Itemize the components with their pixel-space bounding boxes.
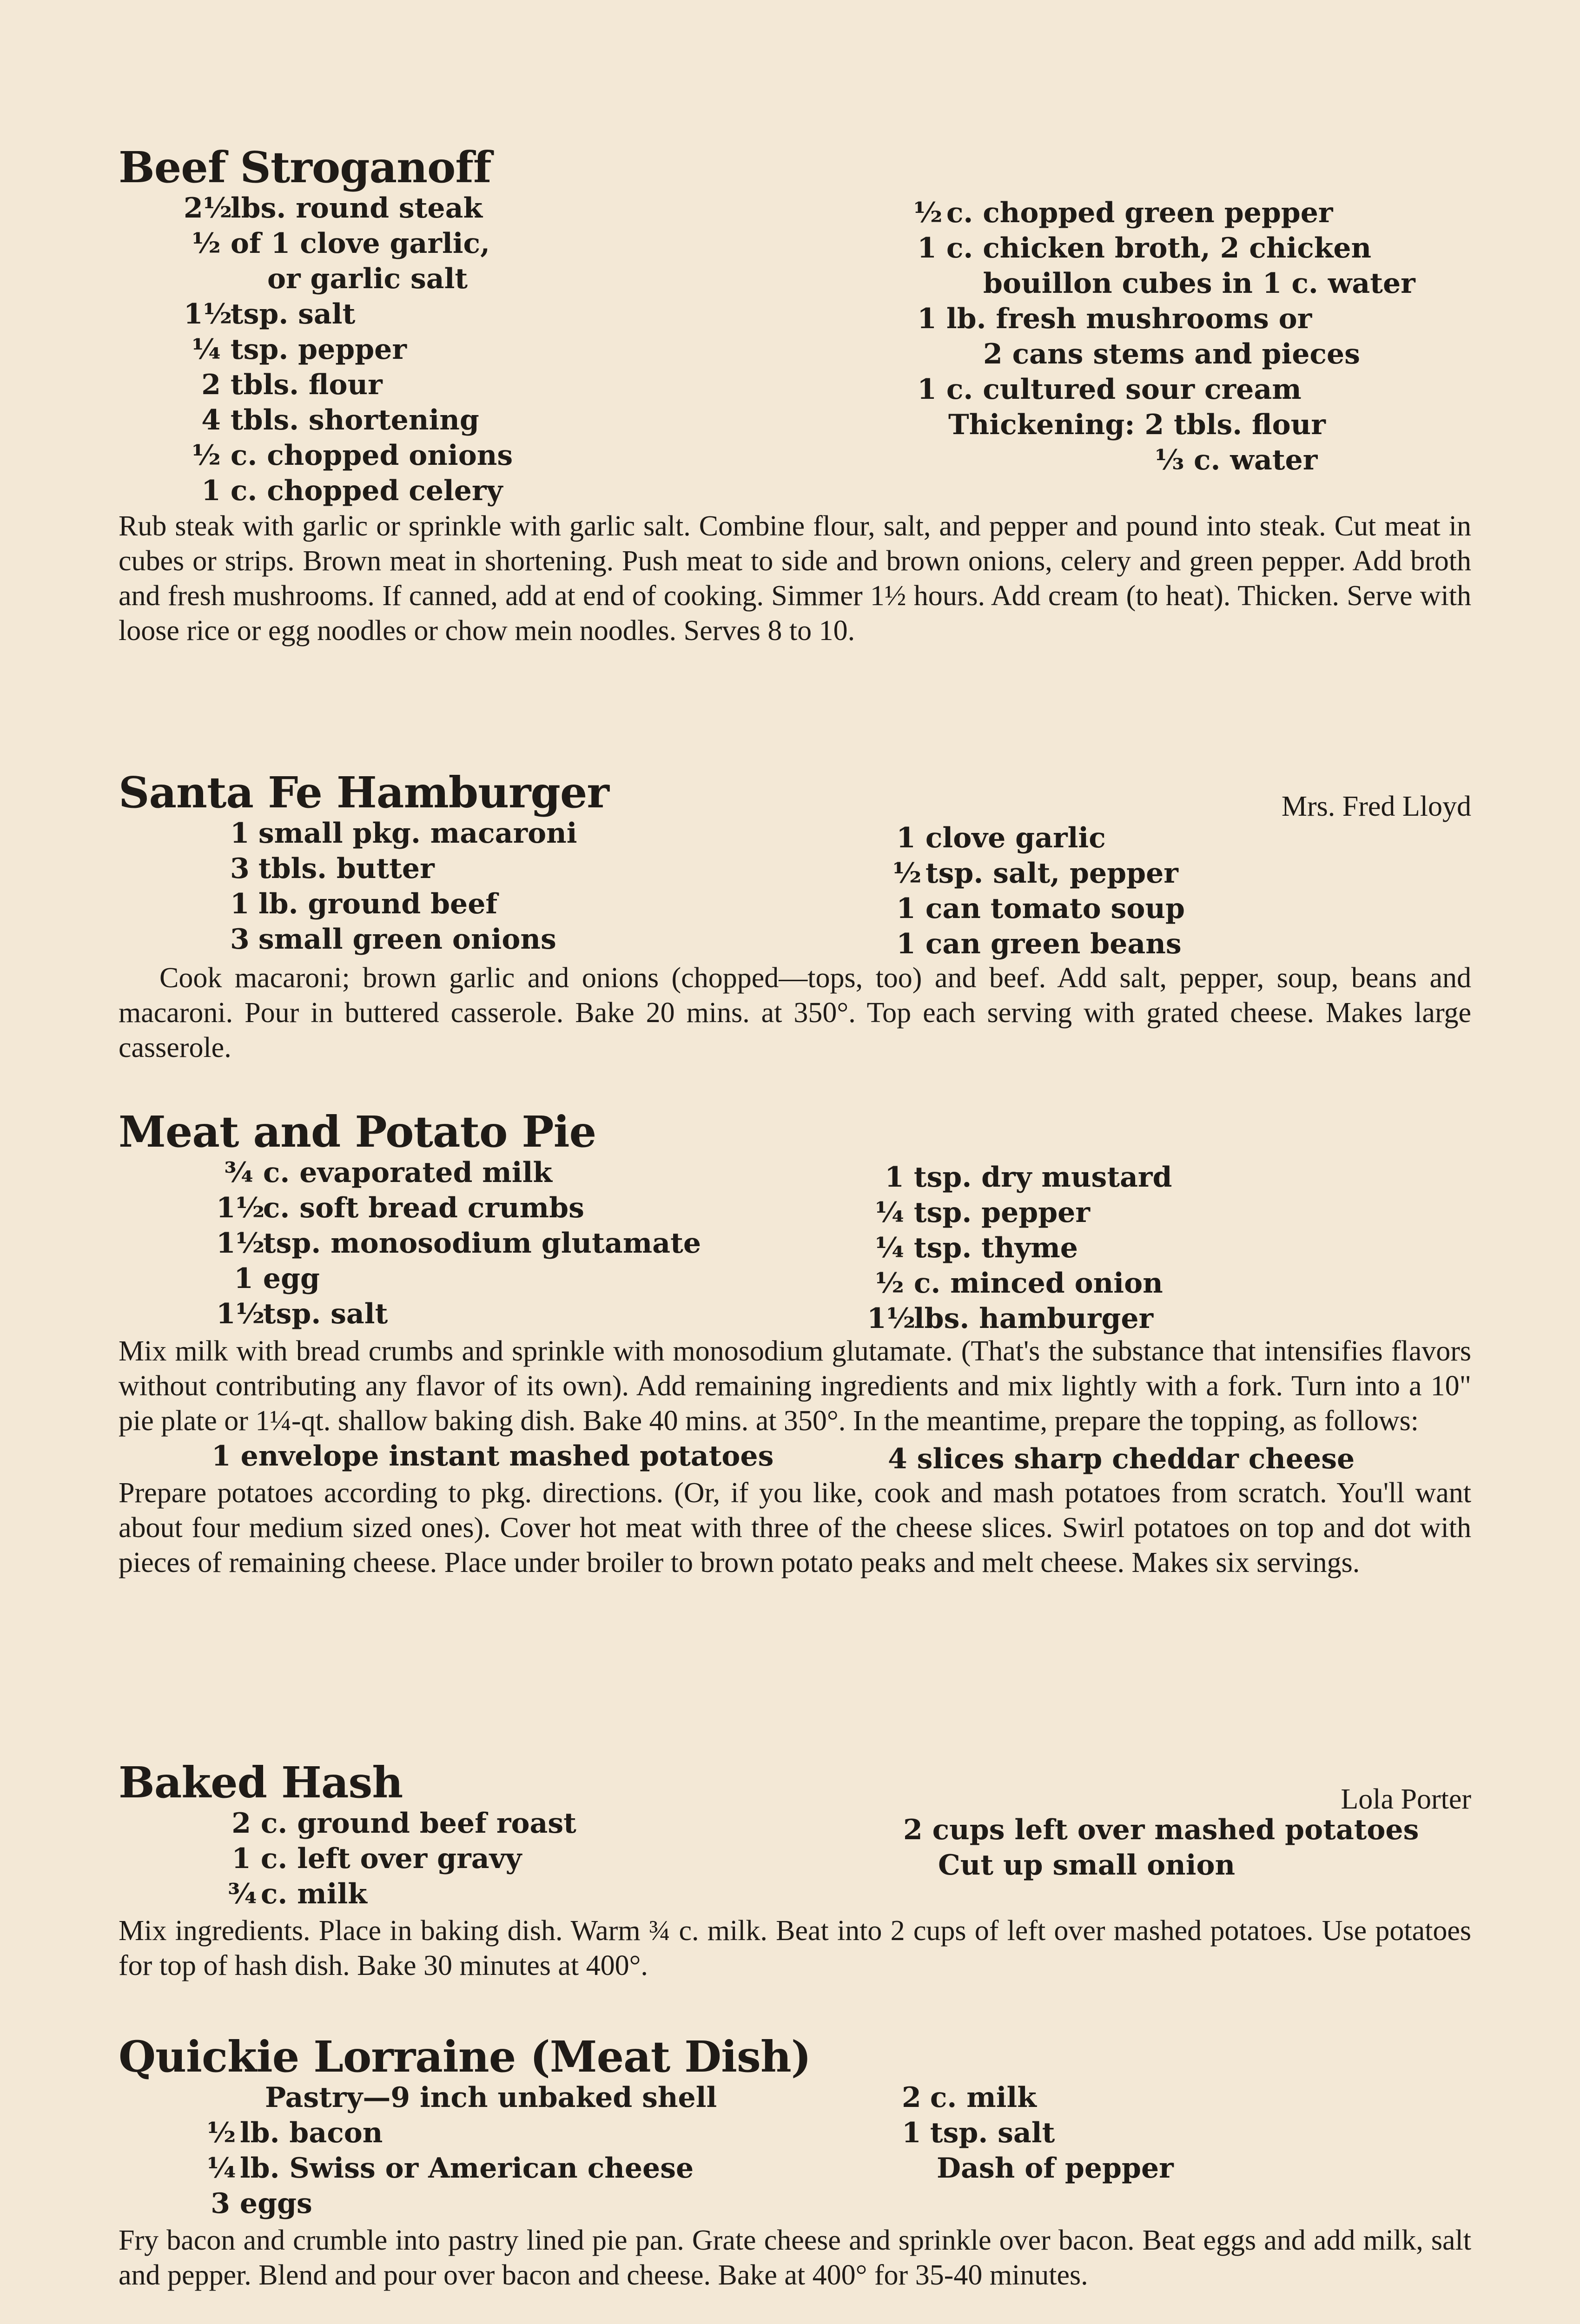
ingredient: ¼ lb. Swiss or American cheese — [207, 2152, 694, 2185]
ingredient: ½ c. chopped onions — [192, 439, 513, 472]
ingredient: 1 c. chopped celery — [201, 475, 503, 507]
ingredient: 2 c. ground beef roast — [231, 1807, 576, 1840]
ingredient: 3 eggs — [211, 2187, 312, 2220]
ingredients-left — [228, 1806, 576, 1912]
ingredient: ⅓ c. water — [1155, 444, 1318, 476]
ingredient: bouillon cubes in 1 c. water — [983, 267, 1415, 300]
ingredient: Cut up small onion — [938, 1849, 1236, 1882]
topping-ingredients — [119, 1439, 1471, 1476]
ingredients-right — [902, 2080, 1174, 2186]
ingredient: 1 tsp. dry mustard — [885, 1161, 1172, 1194]
recipe-baked-hash — [119, 1759, 1471, 1983]
ingredient: Thickening: 2 tbls. flour — [948, 409, 1326, 441]
ingredients-left — [184, 191, 513, 508]
ingredients-right — [867, 1160, 1172, 1336]
ingredient: 1½ lbs. hamburger — [867, 1302, 1154, 1335]
ingredient: 1 tsp. salt — [902, 2117, 1055, 2149]
ingredients-right — [892, 820, 1185, 962]
ingredient: 1 envelope instant mashed potatoes — [212, 1440, 774, 1472]
ingredient: ¼ tsp. pepper — [192, 333, 407, 366]
ingredient: ½ lb. bacon — [207, 2117, 383, 2149]
ingredient: 4 tbls. shortening — [201, 404, 479, 436]
topping-left — [212, 1439, 773, 1474]
ingredients-right — [913, 195, 1415, 478]
ingredient: ½ c. minced onion — [875, 1267, 1163, 1300]
ingredient: 1 egg — [234, 1262, 320, 1295]
ingredient: 1 small pkg. macaroni — [230, 817, 577, 850]
ingredient: 3 small green onions — [230, 923, 556, 956]
ingredient: ¼ tsp. thyme — [875, 1232, 1078, 1264]
ingredient: ½ c. chopped green pepper — [913, 197, 1333, 229]
recipe-santa-fe-hamburger — [119, 769, 1471, 1065]
recipe-meat-and-potato-pie — [119, 1109, 1471, 1580]
recipe-title: Beef Stroganoff — [119, 142, 491, 192]
ingredients — [119, 2080, 1471, 2223]
ingredient: 2 cans stems and pieces — [983, 338, 1360, 370]
ingredient: 2 tbls. flour — [201, 369, 383, 401]
ingredient: ¾ c. evaporated milk — [224, 1156, 552, 1189]
ingredient: 1 c. left over gravy — [231, 1842, 522, 1875]
ingredient: 2 c. milk — [902, 2081, 1037, 2114]
ingredient: 1 can green beans — [896, 928, 1182, 960]
ingredients — [119, 816, 1471, 961]
ingredients — [119, 191, 1471, 509]
ingredient: 3 tbls. butter — [230, 852, 435, 885]
ingredient: 1 lb. fresh mushrooms or — [917, 303, 1312, 335]
topping-right — [888, 1441, 1355, 1477]
recipe-author: Lola Porter — [1341, 1783, 1471, 1815]
ingredient: 1 c. cultured sour cream — [917, 373, 1302, 406]
ingredients — [119, 1155, 1471, 1334]
ingredient: 1 can tomato soup — [896, 892, 1185, 925]
ingredient: 1 lb. ground beef — [230, 888, 498, 920]
recipe-title: Santa Fe Hamburger — [119, 767, 609, 818]
recipe-author: Mrs. Fred Lloyd — [1281, 791, 1471, 822]
instructions: Cook macaroni; brown garlic and onions (chopped—tops, too) and beef. Add salt, pepper, soup, beans and macaroni. Pour in buttered casserole. Bake 20 mins. at 350°. Top each serving with grated cheese. Makes large casserole. — [119, 962, 1471, 1063]
ingredient: ¼ tsp. pepper — [875, 1196, 1090, 1229]
recipe-title: Baked Hash — [119, 1757, 403, 1808]
ingredients-left — [216, 1155, 701, 1332]
instructions: Fry bacon and crumble into pastry lined pie pan. Grate cheese and sprinkle over bacon. Beat eggs and add milk, salt and pepper. Blend and pour over bacon and cheese. Bake at 400° for 35-40 minutes. — [119, 2225, 1471, 2291]
ingredient: 1 clove garlic — [896, 822, 1106, 854]
ingredients-right — [903, 1812, 1419, 1883]
instructions-topping: Prepare potatoes according to pkg. directions. (Or, if you like, cook and mash potatoes from scratch. You'll want about four medium sized ones). Cover hot meat with three of the cheese slices. Swirl potatoes on top and dot with pieces of remaining cheese. Place under broiler to brown potato peaks and melt cheese. Makes six servings. — [119, 1477, 1471, 1578]
ingredient: 2½ lbs. round steak — [184, 192, 483, 224]
recipe-quickie-lorraine — [119, 2034, 1471, 2293]
ingredient: 2 cups left over mashed potatoes — [903, 1814, 1419, 1846]
ingredient: 1½ c. soft bread crumbs — [216, 1192, 584, 1224]
ingredients — [119, 1806, 1471, 1914]
ingredient: 1½ tsp. salt — [184, 298, 356, 330]
ingredient: ¾ c. milk — [228, 1878, 367, 1910]
instructions: Mix milk with bread crumbs and sprinkle with monosodium glutamate. (That's the substance that intensifies flavors without contributing any flavor of its own). Add remaining ingredients and mix lightly with a fork. Turn into a 10" pie plate or 1¼-qt. shallow baking dish. Bake 40 mins. at 350°. In the meantime, prepare the topping, as follows: — [119, 1335, 1471, 1437]
ingredient: 1 c. chicken broth, 2 chicken — [917, 232, 1372, 264]
ingredients-left — [230, 816, 577, 957]
ingredient: 1½ tsp. monosodium glutamate — [216, 1227, 701, 1260]
ingredient: or garlic salt — [267, 263, 468, 295]
recipe-beef-stroganoff — [119, 144, 1471, 648]
ingredient: 4 slices sharp cheddar cheese — [888, 1443, 1355, 1475]
instructions: Mix ingredients. Place in baking dish. Warm ¾ c. milk. Beat into 2 cups of left over mashed potatoes. Use potatoes for top of hash dish. Bake 30 minutes at 400°. — [119, 1915, 1471, 1981]
recipe-title: Quickie Lorraine (Meat Dish) — [119, 2032, 811, 2082]
ingredient: Pastry—9 inch unbaked shell — [265, 2081, 717, 2114]
ingredients-left — [207, 2080, 717, 2221]
recipe-title: Meat and Potato Pie — [119, 1107, 596, 1157]
ingredient: ½ of 1 clove garlic, — [192, 227, 490, 260]
ingredient: 1½ tsp. salt — [216, 1298, 388, 1330]
instructions: Rub steak with garlic or sprinkle with garlic salt. Combine flour, salt, and pepper and pound into steak. Cut meat in cubes or strips. Brown meat in shortening. Push meat to side and brown onions, celery and green pepper. Add broth and fresh mushrooms. If canned, add at end of cooking. Simmer 1½ hours. Add cream (to heat). Thicken. Serve with loose rice or egg noodles or chow mein noodles. Serves 8 to 10. — [119, 510, 1471, 647]
ingredient: Dash of pepper — [937, 2152, 1174, 2185]
ingredient: ½ tsp. salt, pepper — [892, 857, 1178, 890]
